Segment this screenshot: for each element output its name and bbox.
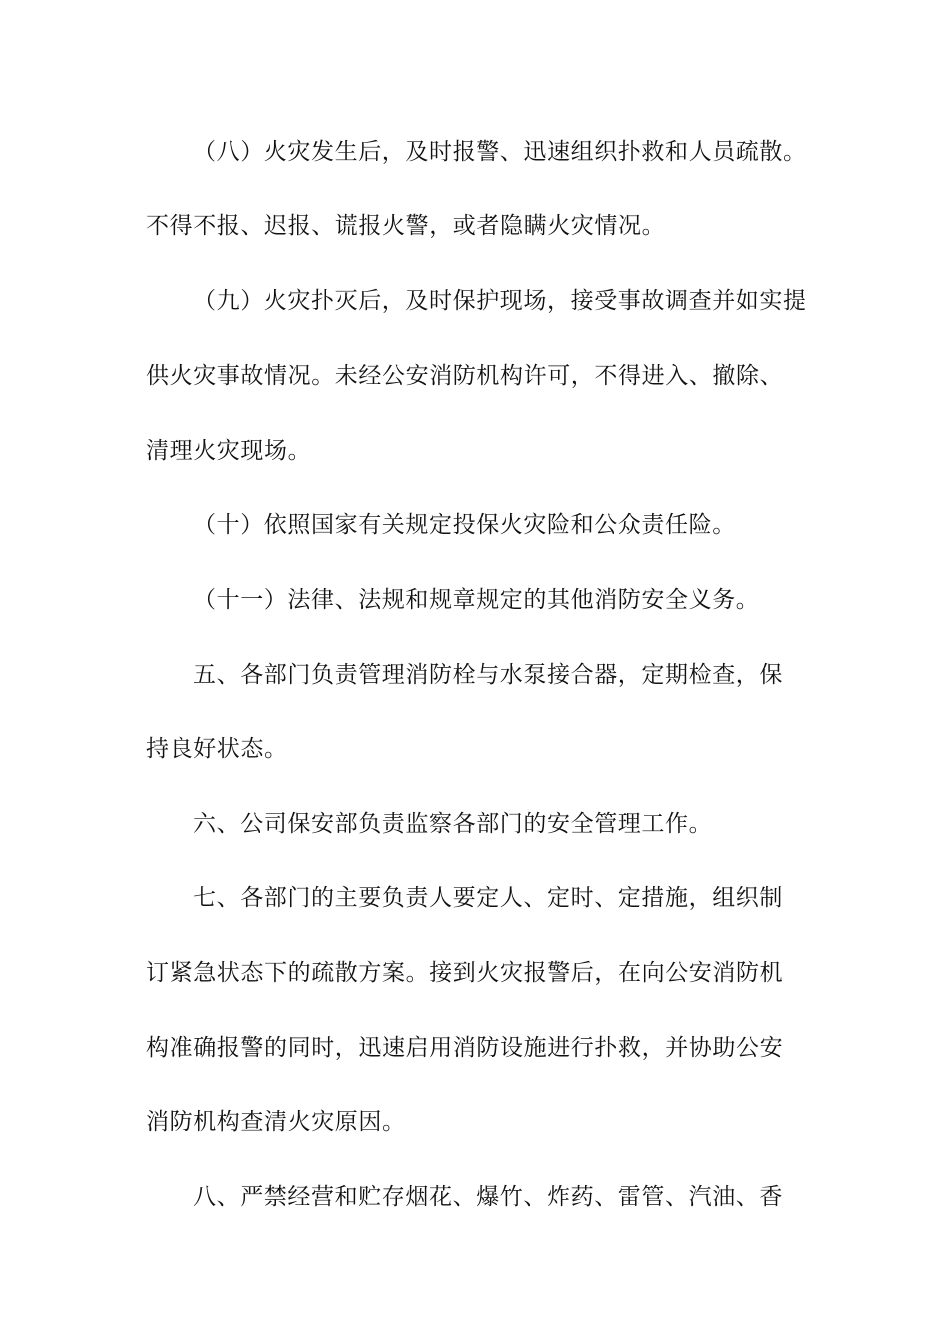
text-line-2: 不得不报、迟报、谎报火警，或者隐瞒火灾情况。 xyxy=(146,213,666,239)
text-line-12: 订紧急状态下的疏散方案。接到火灾报警后，在向公安消防机 xyxy=(146,960,784,986)
text-line-13: 构准确报警的同时，迅速启用消防设施进行扑救，并协助公安 xyxy=(146,1035,784,1061)
text-line-9: 持良好状态。 xyxy=(146,736,288,762)
text-line-5: 清理火灾现场。 xyxy=(146,438,312,464)
text-line-6: （十）依照国家有关规定投保火灾险和公众责任险。 xyxy=(193,512,736,538)
text-line-1: （八）火灾发生后，及时报警、迅速组织扑救和人员疏散。 xyxy=(193,139,807,165)
text-line-4: 供火灾事故情况。未经公安消防机构许可，不得进入、撤除、 xyxy=(146,363,784,389)
text-line-11: 七、各部门的主要负责人要定人、定时、定措施，组织制 xyxy=(193,885,783,911)
text-line-8: 五、各部门负责管理消防栓与水泵接合器，定期检查，保 xyxy=(193,662,783,688)
text-line-10: 六、公司保安部负责监察各部门的安全管理工作。 xyxy=(193,811,713,837)
text-line-15: 八、严禁经营和贮存烟花、爆竹、炸药、雷管、汽油、香 xyxy=(193,1184,783,1210)
text-line-3: （九）火灾扑灭后，及时保护现场，接受事故调查并如实提 xyxy=(193,288,807,314)
text-line-14: 消防机构查清火灾原因。 xyxy=(146,1109,406,1135)
text-line-7: （十一）法律、法规和规章规定的其他消防安全义务。 xyxy=(193,587,760,613)
